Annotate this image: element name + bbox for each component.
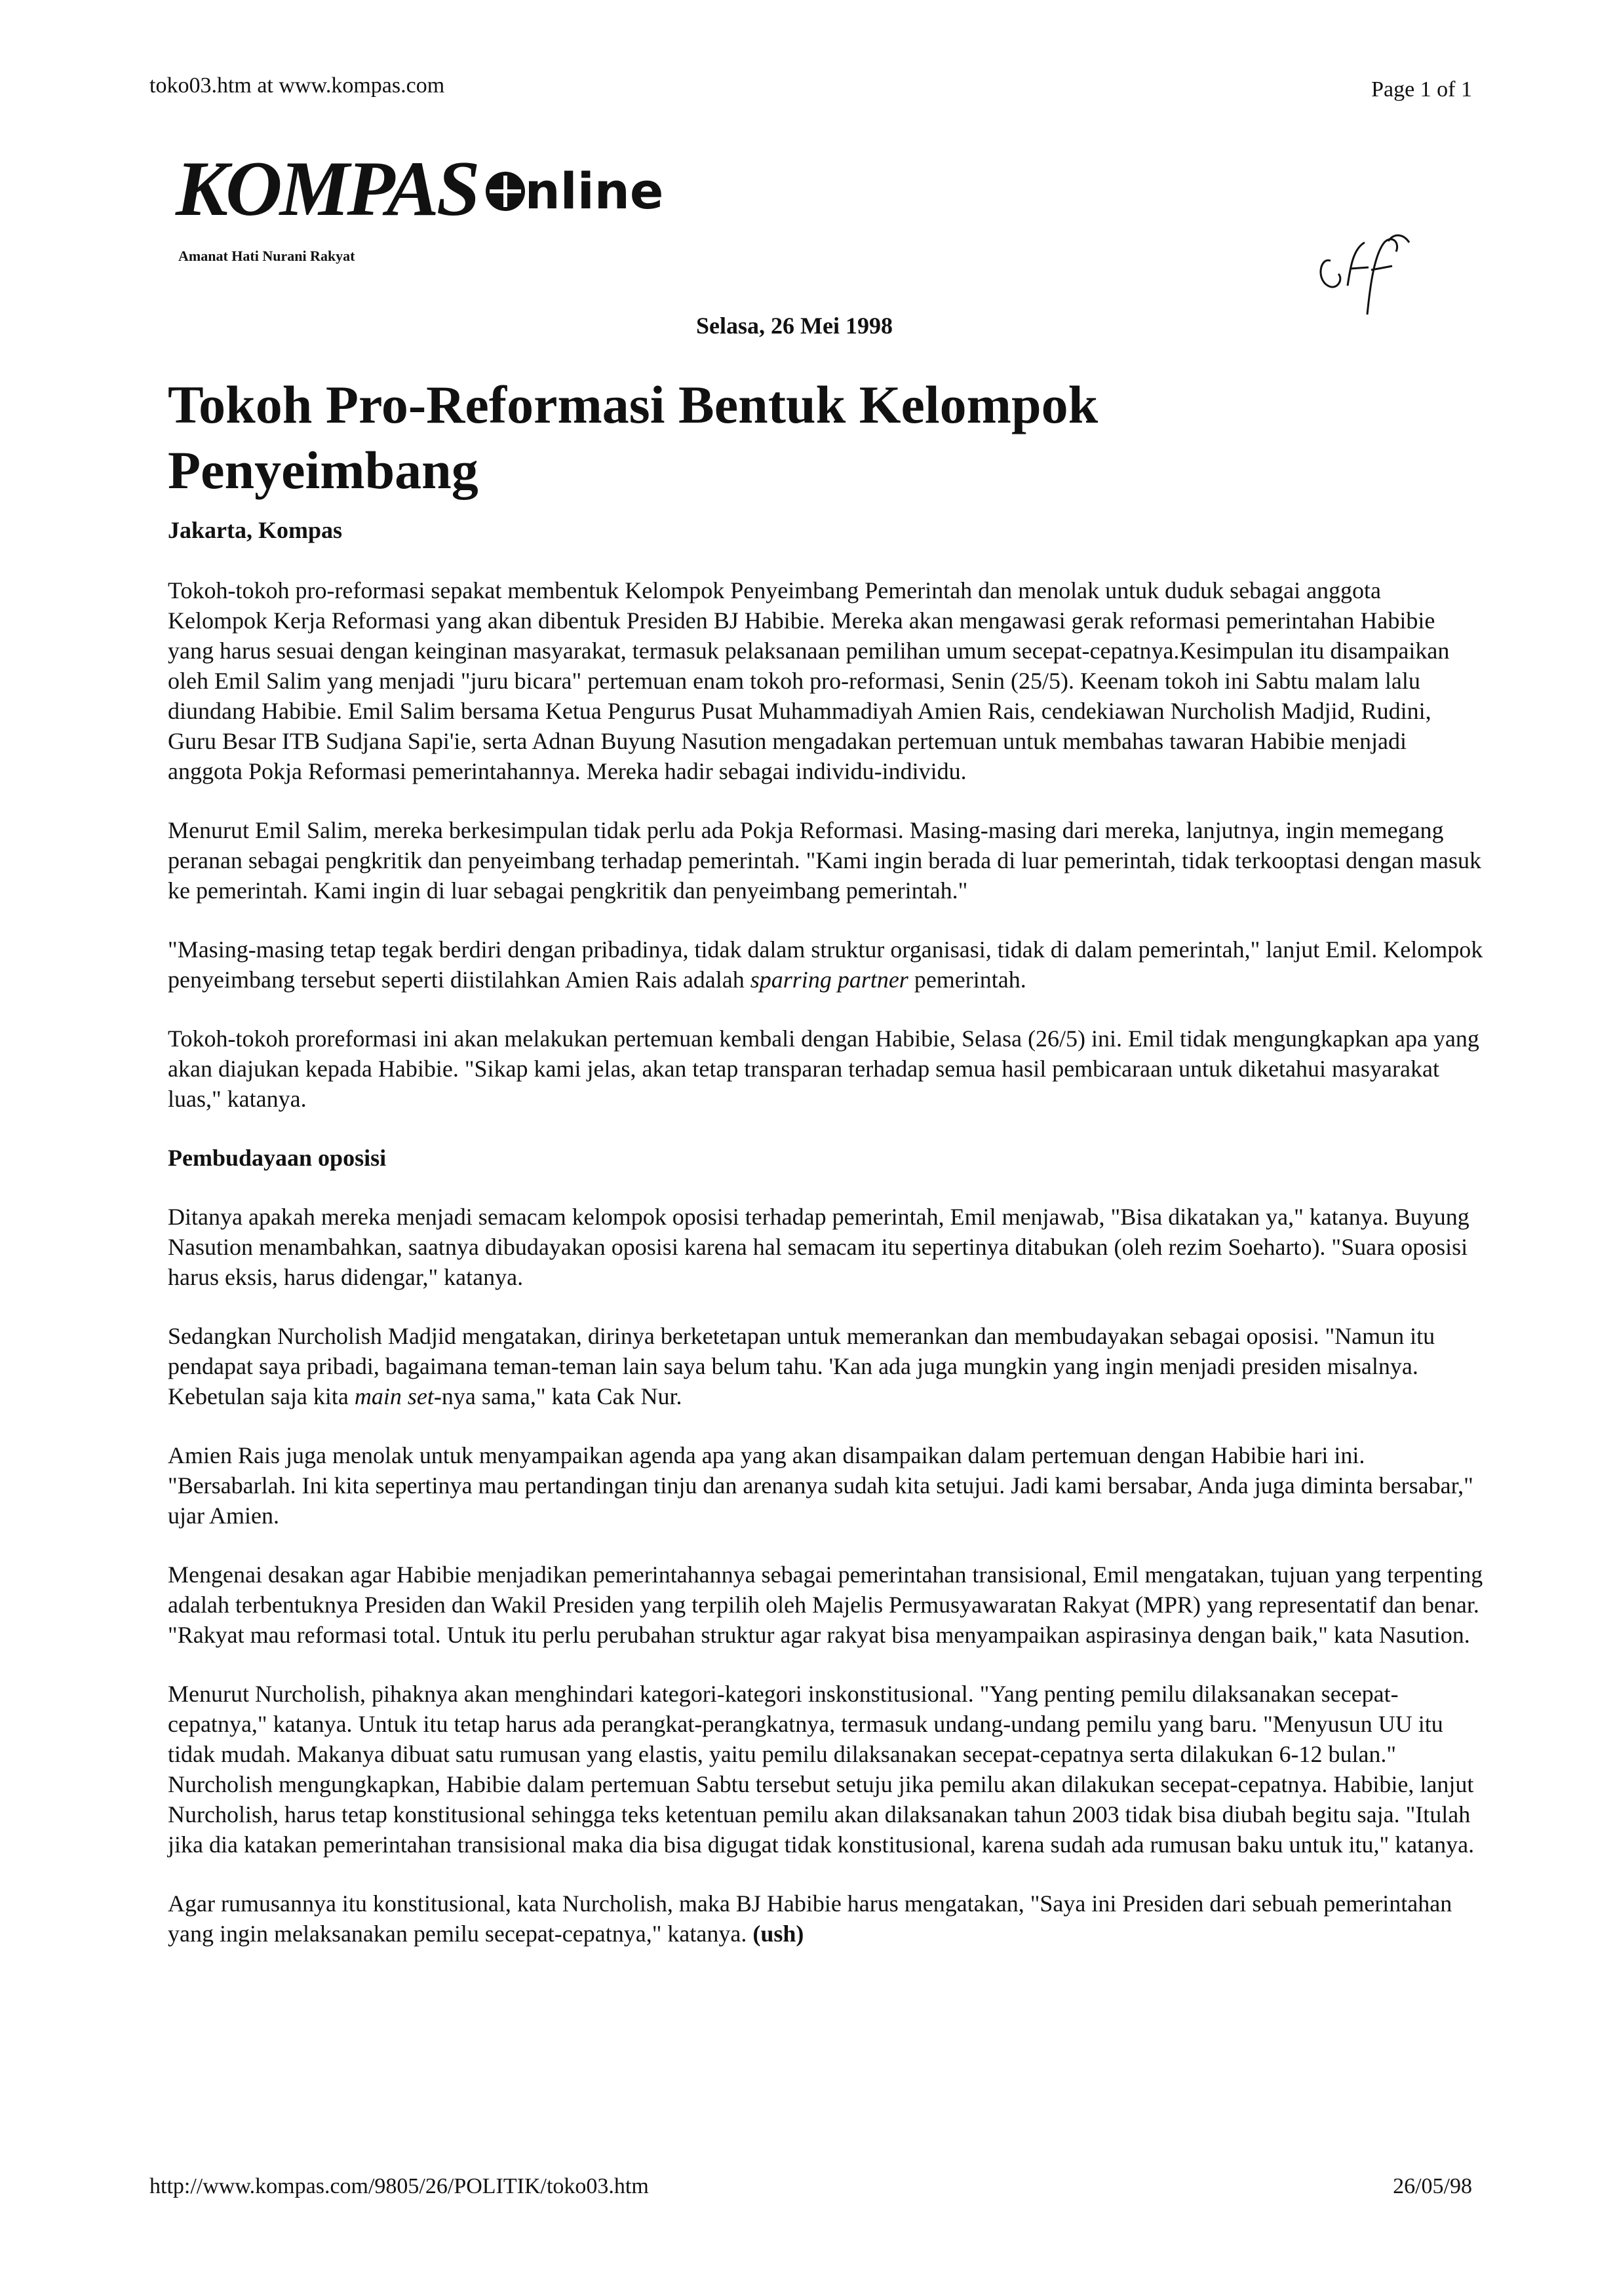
emphasized-term: main set	[354, 1383, 434, 1409]
globe-icon	[486, 172, 525, 211]
masthead-online-text: nline	[524, 162, 664, 220]
page-footer-date: 26/05/98	[1393, 2174, 1472, 2198]
article-paragraph: Sedangkan Nurcholish Madjid mengatakan, dirinya berketetapan untuk memerankan dan membudayakan sebagai oposisi. "Namun itu pendapat saya pribadi, bagaimana teman-teman lain saya belum tahu. 'Kan ada juga mungkin yang ingin menjadi presiden misalnya. Kebetulan saja kita main set-nya sama," kata Cak Nur.	[168, 1323, 1435, 1409]
page-header-page-number: Page 1 of 1	[1371, 77, 1472, 102]
article-paragraph: Tokoh-tokoh proreformasi ini akan melakukan pertemuan kembali dengan Habibie, Selasa (26/5) ini. Emil tidak mengungkapkan apa yang akan diajukan kepada Habibie. "Sikap kami jelas, akan tetap transparan terhadap semua hasil pembicaraan untuk diketahui masyarakat luas," katanya.	[168, 1025, 1479, 1112]
article-paragraph: Tokoh-tokoh pro-reformasi sepakat membentuk Kelompok Penyeimbang Pemerintah dan menolak untuk duduk sebagai anggota Kelompok Kerja Reformasi yang akan dibentuk Presiden BJ Habibie. Mereka akan mengawasi gerak reformasi pemerintahan Habibie yang harus sesuai dengan keinginan masyarakat, termasuk pelaksanaan pemilihan umum secepat-cepatnya.Kesimpulan itu disampaikan oleh Emil Salim yang menjadi "juru bicara" pertemuan enam tokoh pro-reformasi, Senin (25/5). Keenam tokoh ini Sabtu malam lalu diundang Habibie. Emil Salim bersama Ketua Pengurus Pusat Muhammadiyah Amien Rais, cendekiawan Nurcholish Madjid, Rudini, Guru Besar ITB Sudjana Sapi'ie, serta Adnan Buyung Nasution mengadakan pertemuan untuk membahas tawaran Habibie menjadi anggota Pokja Reformasi pemerintahannya. Mereka hadir sebagai individu-individu.	[168, 577, 1450, 784]
article-paragraph: Amien Rais juga menolak untuk menyampaikan agenda apa yang akan disampaikan dalam pertemuan dengan Habibie hari ini. "Bersabarlah. Ini kita sepertinya mau pertandingan tinju dan arenanya sudah kita setujui. Jadi kami bersabar, Anda juga diminta bersabar," ujar Amien.	[168, 1442, 1473, 1529]
article-title: Tokoh Pro-Reformasi Bentuk Kelompok Penyeimbang	[168, 375, 1099, 500]
article-paragraph: Ditanya apakah mereka menjadi semacam kelompok oposisi terhadap pemerintah, Emil menjawab, "Bisa dikatakan ya," katanya. Buyung Nasution menambahkan, saatnya dibudayakan oposisi karena hal semacam itu sepertinya ditabukan (oleh rezim Soeharto). "Suara oposisi harus eksis, harus didengar," katanya.	[168, 1204, 1469, 1290]
article-paragraph: Menurut Emil Salim, mereka berkesimpulan tidak perlu ada Pokja Reformasi. Masing-masing dari mereka, lanjutnya, ingin memegang peranan sebagai pengkritik dan penyeimbang terhadap pemerintah. "Kami ingin berada di luar pemerintah, tidak terkooptasi dengan masuk ke pemerintah. Kami ingin di luar sebagai pengkritik dan penyeimbang pemerintah."	[168, 817, 1482, 904]
masthead-logo	[176, 145, 664, 232]
article-paragraph: Menurut Nurcholish, pihaknya akan menghindari kategori-kategori inskonstitusional. "Yang penting pemilu dilaksanakan secepat-cepatnya," katanya. Untuk itu tetap harus ada perangkat-perangkatnya, termasuk undang-undang pemilu yang baru. "Menyusun UU itu tidak mudah. Makanya dibuat satu rumusan yang elastis, yaitu pemilu dilaksanakan secepat-cepatnya serta dilakukan 6-12 bulan." Nurcholish mengungkapkan, Habibie dalam pertemuan Sabtu tersebut setuju jika pemilu akan dilakukan secepat-cepatnya. Habibie, lanjut Nurcholish, harus tetap konstitusional sehingga teks ketentuan pemilu akan dilaksanakan tahun 2003 tidak bisa diubah begitu saja. "Itulah jika dia katakan pemerintahan transisional maka dia bisa digugat tidak konstitusional, karena sudah ada rumusan baku untuk itu," katanya.	[168, 1681, 1475, 1858]
article-paragraph: "Masing-masing tetap tegak berdiri dengan pribadinya, tidak dalam struktur organisasi, tidak di dalam pemerintah," lanjut Emil. Kelompok penyeimbang tersebut seperti diistilahkan Amien Rais adalah sparring partner pemerintah.	[168, 936, 1483, 993]
masthead-tagline: Amanat Hati Nurani Rakyat	[178, 248, 355, 264]
handwritten-initials-mark	[1311, 223, 1416, 321]
article-paragraph: Mengenai desakan agar Habibie menjadikan pemerintahannya sebagai pemerintahan transisional, Emil mengatakan, tujuan yang terpenting adalah terbentuknya Presiden dan Wakil Presiden yang terpilih oleh Majelis Permusyawaratan Rakyat (MPR) yang representatif dan benar. "Rakyat mau reformasi total. Untuk itu perlu perubahan struktur agar rakyat bisa menyampaikan aspirasinya dengan baik," kata Nasution.	[168, 1561, 1483, 1648]
article-body	[168, 575, 1485, 1978]
article-date: Selasa, 26 Mei 1998	[696, 313, 893, 339]
page-footer-url: http://www.kompas.com/9805/26/POLITIK/toko03.htm	[149, 2174, 649, 2198]
article-paragraph: Agar rumusannya itu konstitusional, kata Nurcholish, maka BJ Habibie harus mengatakan, "Saya ini Presiden dari sebuah pemerintahan yang ingin melaksanakan pemilu secepat-cepatnya," katanya. (ush)	[168, 1890, 1452, 1947]
masthead-online	[486, 162, 664, 220]
masthead-name: KOMPAS	[176, 145, 478, 232]
emphasized-term: sparring partner	[750, 966, 908, 993]
page-header-source: toko03.htm at www.kompas.com	[149, 73, 445, 98]
author-code: (ush)	[752, 1921, 804, 1947]
section-subheading: Pembudayaan oposisi	[168, 1145, 387, 1171]
article-dateline: Jakarta, Kompas	[168, 517, 343, 543]
